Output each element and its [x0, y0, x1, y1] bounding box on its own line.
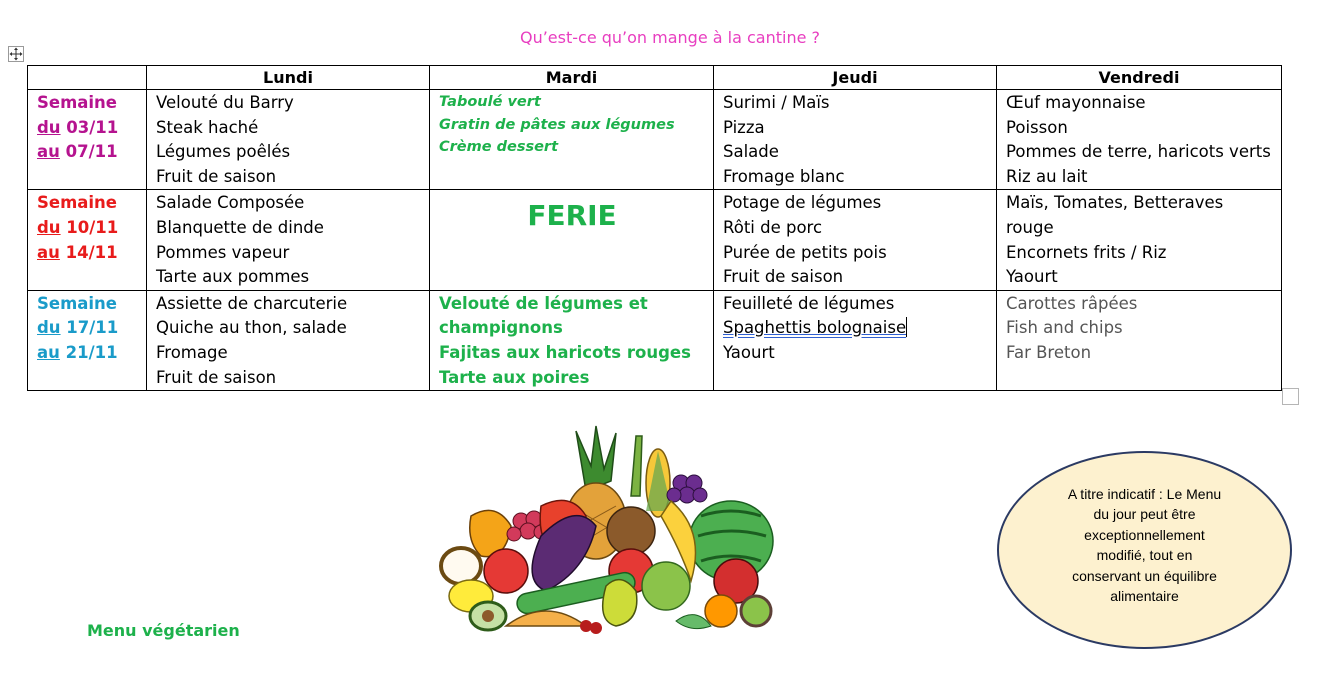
- table-move-handle[interactable]: [8, 46, 24, 62]
- dish: Assiette de charcuterie: [156, 293, 348, 313]
- dish: Spaghettis bolognaise: [723, 318, 907, 338]
- dish: Salade: [723, 142, 779, 162]
- dish: Maïs, Tomates, Betteraves rouge: [1006, 193, 1224, 237]
- move-arrows-icon: [9, 47, 23, 61]
- dish: Purée de petits pois: [723, 242, 887, 262]
- dish: Fruit de saison: [156, 166, 277, 186]
- dish: Velouté du Barry: [156, 93, 294, 112]
- header-vendredi: Vendredi: [997, 66, 1282, 90]
- dish: Velouté de légumes et champignons: [439, 293, 648, 338]
- table-row: [28, 290, 1282, 390]
- dish: Poisson: [1006, 117, 1068, 137]
- dish: Potage de légumes: [723, 193, 882, 213]
- week-label: Semaine du 17/11 au 21/11: [37, 293, 119, 362]
- week-label-cell: [28, 190, 147, 290]
- info-note-text: A titre indicatif : Le Menu du jour peut être exceptionnellement modifié, tout en conservant un équilibre alimentaire: [1067, 485, 1222, 604]
- dish: Fromage: [156, 342, 228, 362]
- dish: Gratin de pâtes aux légumes: [439, 116, 675, 133]
- table-resize-handle[interactable]: [1282, 388, 1299, 405]
- table-row: [28, 190, 1282, 290]
- header-jeudi: Jeudi: [714, 66, 997, 90]
- header-lundi: Lundi: [147, 66, 430, 90]
- dish: Fruit de saison: [156, 367, 277, 387]
- dish: Tarte aux pommes: [156, 267, 310, 287]
- menu-cell-jeudi[interactable]: [714, 90, 997, 190]
- menu-cell-lundi[interactable]: [147, 290, 430, 390]
- menu-cell-jeudi[interactable]: [714, 290, 997, 390]
- holiday-label: FERIE: [527, 199, 617, 233]
- dish: Taboulé vert: [439, 94, 541, 110]
- vegetarian-legend: Menu végétarien: [87, 621, 240, 640]
- dish: Tarte aux poires: [439, 367, 590, 387]
- dish: Yaourt: [723, 342, 775, 362]
- week-label-cell: [28, 90, 147, 190]
- week-label: Semaine du 03/11 au 07/11: [37, 93, 119, 162]
- info-note-bubble: [997, 451, 1292, 649]
- dish: Fromage blanc: [723, 166, 845, 186]
- menu-cell-vendredi[interactable]: [997, 90, 1282, 190]
- menu-cell-jeudi[interactable]: [714, 190, 997, 290]
- menu-cell-lundi[interactable]: [147, 190, 430, 290]
- dish: Riz au lait: [1006, 166, 1088, 186]
- header-corner: [28, 66, 147, 90]
- fruit-vegetable-pile-icon: [436, 421, 786, 636]
- dish: Fruit de saison: [723, 267, 844, 287]
- table-row: [28, 90, 1282, 190]
- text-cursor: [906, 317, 907, 337]
- dish: Salade Composée: [156, 193, 305, 213]
- menu-cell-mardi[interactable]: [430, 90, 714, 190]
- week-label-cell: [28, 290, 147, 390]
- menu-cell-vendredi[interactable]: [997, 290, 1282, 390]
- dish: Fajitas aux haricots rouges: [439, 342, 691, 362]
- week-label: Semaine du 10/11 au 14/11: [37, 193, 119, 262]
- dish: Légumes poêlés: [156, 142, 291, 162]
- menu-cell-vendredi[interactable]: [997, 190, 1282, 290]
- dish: Yaourt: [1006, 267, 1058, 287]
- dish: Crème dessert: [439, 139, 559, 155]
- dish: Pommes vapeur: [156, 242, 290, 262]
- header-row: [28, 66, 1282, 90]
- dish: Œuf mayonnaise: [1006, 93, 1146, 112]
- header-mardi: Mardi: [430, 66, 714, 90]
- dish: Rôti de porc: [723, 217, 823, 237]
- dish: Feuilleté de légumes: [723, 293, 895, 313]
- menu-table: [27, 65, 1282, 391]
- dish: Fish and chips: [1006, 318, 1123, 338]
- menu-cell-mardi[interactable]: [430, 290, 714, 390]
- page-title: Qu’est-ce qu’on mange à la cantine ?: [519, 28, 821, 47]
- dish: Pommes de terre, haricots verts: [1006, 142, 1271, 162]
- dish: Far Breton: [1006, 342, 1092, 362]
- menu-cell-mardi[interactable]: [430, 190, 714, 290]
- dish: Carottes râpées: [1006, 293, 1138, 313]
- dish: Steak haché: [156, 117, 259, 137]
- dish: Quiche au thon, salade: [156, 318, 347, 338]
- dish: Encornets frits / Riz: [1006, 242, 1167, 262]
- dish: Surimi / Maïs: [723, 93, 830, 112]
- dish: Pizza: [723, 117, 765, 137]
- menu-cell-lundi[interactable]: [147, 90, 430, 190]
- dish: Blanquette de dinde: [156, 217, 324, 237]
